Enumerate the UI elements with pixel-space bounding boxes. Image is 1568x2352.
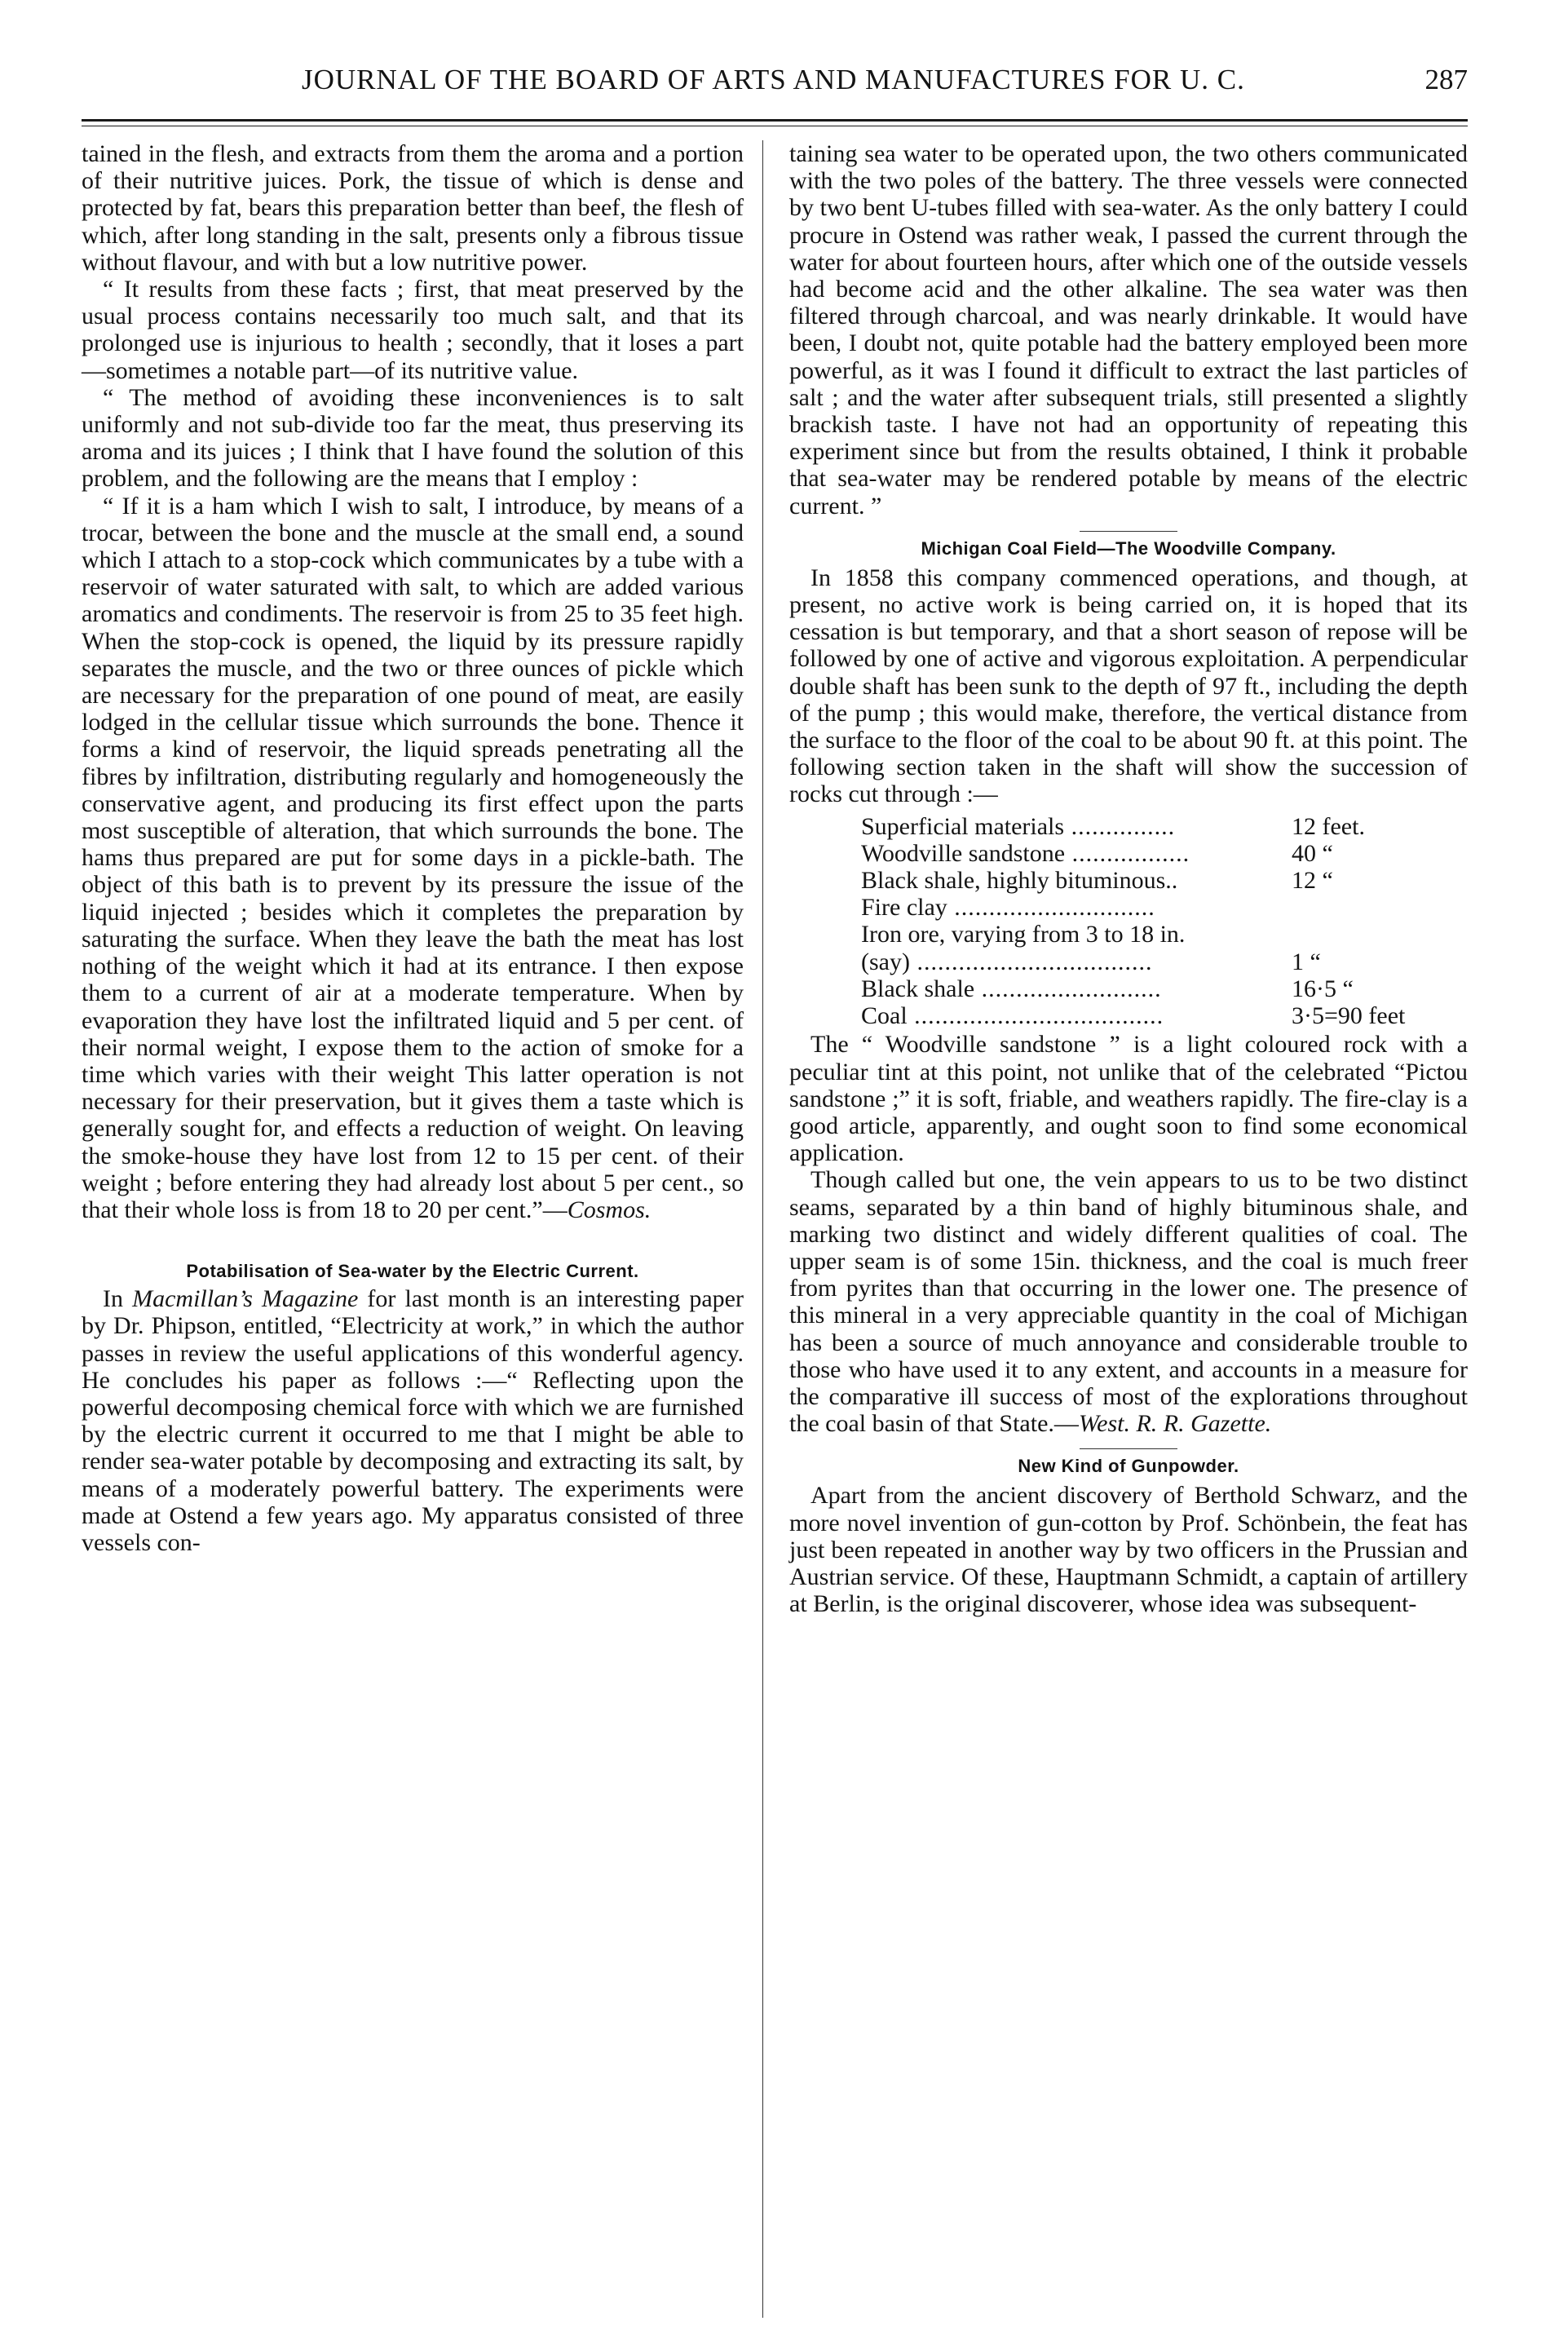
section-rule	[1080, 531, 1177, 532]
stratum-row	[861, 867, 1405, 894]
stratum-row	[861, 840, 1405, 867]
stratum-row	[861, 813, 1405, 840]
leader-dots: ....................................	[907, 1002, 1164, 1030]
sea-water-continuation: taining sea water to be operated upon, the two others communicated with the two poles of the battery. The three vessels were connected by two bent U-tubes filled with sea-water. As the only battery I could procure in Ostend was rather weak, I passed the current through the water for about fourteen hours, after which one of the outside vessels had become acid and the other alkaline. The sea water was then filtered through charcoal, and was nearly drinkable. It would have been, I doubt not, quite potable had the battery employed been more powerful, as it was I found it difficult to extract the last particles of salt ; and the water after subsequent trials, still presented a slightly brackish taste. I have not had an opportunity of repeating this experiment since but from the results obtained, I think it probable that sea-water may be rendered potable by means of the electric current. ”	[789, 140, 1468, 519]
left-column	[82, 140, 744, 1556]
stratum-name	[861, 813, 1285, 840]
stratum-thickness: 12 feet.	[1292, 812, 1365, 840]
stratum-thickness: 40 “	[1292, 839, 1333, 867]
leader-dots: ..................................	[909, 948, 1153, 975]
meat-paragraph-4	[82, 493, 744, 1223]
cosmos-source: Cosmos.	[567, 1196, 651, 1223]
stratum-thickness: 12 “	[1292, 867, 1333, 895]
potabilisation-paragraph	[82, 1285, 744, 1556]
gazette-source: West. R. R. Gazette.	[1078, 1410, 1272, 1438]
stratum-thickness	[1285, 921, 1405, 948]
stratum-label: Coal	[861, 1002, 908, 1030]
header-rule	[82, 119, 1468, 122]
stratum-label: Iron ore, varying from 3 to 18 in.	[861, 921, 1186, 948]
ham-salting-text: “ If it is a ham which I wish to salt, I introduce, by means of a trocar, between the bone and the muscle at the small end, a sound which I attach to a stop-cock which communicates by a tube with a reservoir of water saturated with salt, to which are added various aromatics and condiments. The reservoir is from 25 to 35 feet high. When the stop-cock is opened, the liquid by its pressure rapidly separates the muscle, and the two or three ounces of pickle which are necessary for the preparation of one pound of meat, are easily lodged in the cellular tissue which surrounds the bone. Thence it forms a kind of reservoir, the liquid spreads penetrating all the fibres by infiltration, distributing regularly and homogeneously the conservative agent, and producing its first effect upon the parts most susceptible of alteration, that which surrounds the bone. The hams thus prepared are put for some days in a pickle-bath. The object of this bath is to prevent by its pressure the issue of the liquid injected ; besides which it completes the preparation by saturating the surface. When they leave the bath the meat has lost nothing of the weight which it had at its entrance. I then expose them to a current of air at a moderate temperature. When by evaporation they have lost the infiltrated liquid and 5 per cent. of their normal weight, I expose them to the action of smoke for a time which varies with their weight This latter operation is not necessary for their preservation, but it gives them a taste which is generally sought for, and effects a reduction of weight. On leaving the smoke-house they have lost from 12 to 15 per cent. of their weight ; before entering they had already lost about 5 per cent., so that their whole loss is from 18 to 20 per cent.”—	[82, 492, 744, 1223]
vein-text: Though called but one, the vein appears to us to be two distinct seams, separated by a thin band of highly bituminous shale, and marking two distinct and widely different qualities of coal. The upper seam is of some 15in. thickness, and the coal is much freer from pyrites than that occurring in the lower one. The presence of this mineral in a very appreciable quantity in the coal of Michigan has been a source of much annoyance and considerable trouble to those who have used it to any extent, and accounts in a measure for the comparative ill success of most of the explorations throughout the coal basin of that State.—	[789, 1166, 1468, 1438]
stratum-thickness	[1285, 894, 1405, 921]
stratum-label: Woodville sandstone	[861, 839, 1066, 867]
potabilisation-heading: Potabilisation of Sea-water by the Electric Current.	[186, 1261, 639, 1282]
stratum-label: Fire clay	[861, 894, 947, 922]
leader-dots: ...............	[1064, 812, 1176, 840]
gunpowder-heading: New Kind of Gunpowder.	[1018, 1456, 1239, 1477]
stratum-row	[861, 948, 1405, 975]
leader-dots: .............................	[947, 894, 1155, 922]
running-head	[82, 64, 1468, 113]
stratum-thickness: 1 “	[1292, 948, 1321, 975]
stratum-name	[861, 948, 1285, 975]
stratum-row	[861, 921, 1405, 948]
stratum-name	[861, 921, 1285, 948]
michigan-intro: In 1858 this company commenced operations, and though, at present, no active work is being carried on, it is hoped that its cessation is but temporary, and that a short season of repose will be followed by one of active and vigorous exploitation. A perpendicular double shaft has been sunk to the depth of 97 ft., including the depth of the pump ; this would make, therefore, the vertical distance from the surface to the floor of the coal to be about 90 ft. at this point. The following section taken in the shaft will show the succession of rocks cut through :—	[789, 564, 1468, 808]
meat-paragraph-2: “ It results from these facts ; first, that meat preserved by the usual process contains necessarily too much salt, and that its prolonged use is injurious to health ; secondly, that it loses a part —sometimes a notable part—of its nutritive value.	[82, 276, 744, 384]
leader-dots: ..........................	[974, 975, 1162, 1002]
section-rule-2	[1080, 1448, 1177, 1449]
column-divider	[762, 140, 763, 2318]
stratum-thickness: 3·5=90 feet	[1292, 1002, 1406, 1030]
leader-dots: .................	[1065, 839, 1190, 867]
stratum-row	[861, 975, 1405, 1002]
right-column	[789, 140, 1468, 1617]
stratum-row	[861, 1002, 1405, 1029]
stratum-row	[861, 894, 1405, 921]
stratum-name	[861, 894, 1285, 921]
stratum-label: Black shale, highly bituminous..	[861, 867, 1178, 895]
stratum-name	[861, 867, 1285, 894]
macmillan-magazine: Macmillan’s Magazine	[132, 1285, 359, 1313]
michigan-heading: Michigan Coal Field—The Woodville Company.	[921, 537, 1336, 559]
vein-paragraph	[789, 1166, 1468, 1437]
stratum-label: Black shale	[861, 975, 975, 1002]
stratum-thickness: 16·5 “	[1292, 975, 1354, 1002]
shaft-section-table	[861, 813, 1405, 1030]
stratum-label: Superficial materials	[861, 812, 1065, 840]
stratum-name	[861, 975, 1285, 1002]
meat-paragraph-1: tained in the flesh, and extracts from them the aroma and a portion of their nutritive juices. Pork, the tissue of which is dense and protected by fat, bears this preparation better than beef, the flesh of which, after long standing in the salt, presents only a fibrous tissue without flavour, and with but a low nutritive power.	[82, 140, 744, 276]
stratum-name	[861, 1002, 1285, 1029]
page-number: 287	[1424, 64, 1468, 95]
stratum-name	[861, 840, 1285, 867]
meat-paragraph-3: “ The method of avoiding these inconveniences is to salt uniformly and not sub-divide too far the meat, thus preserving its aroma and its juices ; I think that I have found the solution of this problem, and the following are the means that I employ :	[82, 383, 744, 493]
potabilisation-intro-post: for last month is an interesting paper by Dr. Phipson, entitled, “Electricity at work,” in which the author passes in review the useful applications of this wonderful agency. He concludes his paper as follows :—“ Reflecting upon the powerful decomposing chemical force with which we are furnished by the electric current it occurred to me that I might be able to render sea-water potable by decomposing and extracting its salt, by means of a moderately powerful battery. The experiments were made at Ostend a few years ago. My apparatus consisted of three vessels con-	[82, 1285, 744, 1556]
stratum-label: (say)	[861, 948, 910, 975]
potabilisation-intro-pre: In	[103, 1285, 133, 1313]
journal-title: JOURNAL OF THE BOARD OF ARTS AND MANUFACTURES FOR U. C.	[302, 64, 1245, 95]
sandstone-paragraph: The “ Woodville sandstone ” is a light coloured rock with a peculiar tint at this point, not unlike that of the celebrated “Pictou sandstone ;” it is soft, friable, and weathers rapidly. The fire-clay is a good article, apparently, and ought soon to find some economical application.	[789, 1031, 1468, 1167]
gunpowder-paragraph: Apart from the ancient discovery of Berthold Schwarz, and the more novel invention of gun-cotton by Prof. Schönbein, the feat has just been repeated in another way by two officers in the Prussian and Austrian service. Of these, Hauptmann Schmidt, a captain of artillery at Berlin, is the original discoverer, whose idea was subsequent-	[789, 1482, 1468, 1618]
